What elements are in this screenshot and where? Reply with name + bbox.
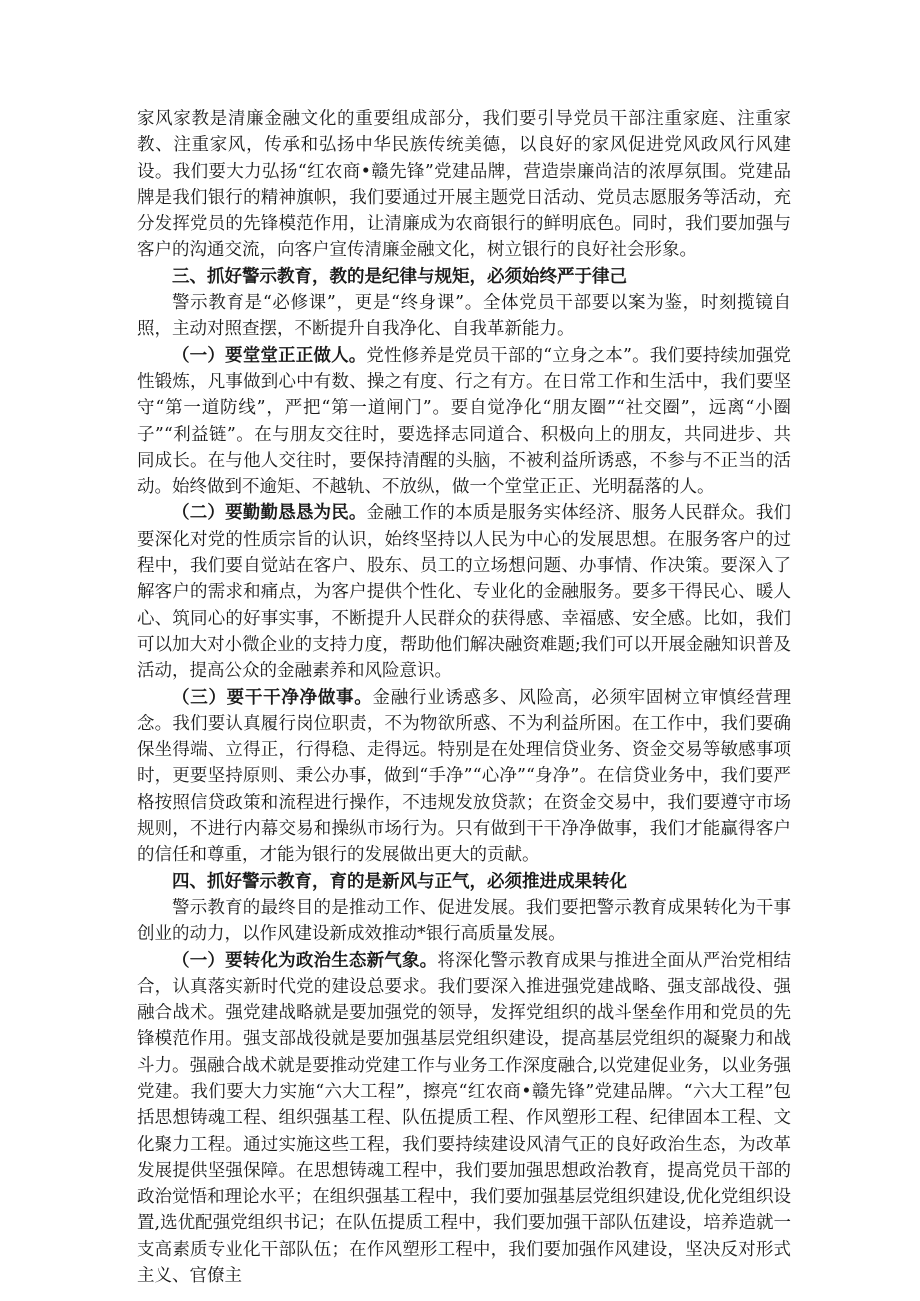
subheading-upright-person: （一）要堂堂正正做人。	[172, 345, 367, 366]
subheading-serve-people: （二）要勤勤恳恳为民。	[172, 503, 367, 524]
paragraph-body: 金融行业诱惑多、风险高，必须牢固树立审慎经营理念。我们要认真履行岗位职责，不为物欲所惑、不为利益所困。在工作中，我们要确保坐得端、立得正，行得稳、走得远。特别是在处理信贷业务、资金交易等敏感事项时，更要坚持原则、秉公办事，做到“手净”“心净”“身净”。在信贷业务中，我们要严格按照信贷政策和流程进行操作，不违规发放贷款；在资金交易中，我们要遵守市场规则，不进行内幕交易和操纵市场行为。只有做到干干净净做事，我们才能赢得客户的信任和尊重，才能为银行的发展做出更大的贡献。	[137, 687, 791, 866]
paragraph-body: 将深化警示教育成果与推进全面从严治党相结合，认真落实新时代党的建设总要求。我们要深入推进强党建战略、强支部战役、强融合战术。强党建战略就是要加强党的领导，发挥党组织的战斗堡垒作用和党员的先锋模范作用。强支部战役就是要加强基层党组织建设，提高基层党组织的凝聚力和战斗力。强融合战术就是要推动党建工作与业务工作深度融合,以党建促业务，以业务强党建。我们要大力实施“六大工程”，擦亮“红农商•赣先锋”党建品牌。“六大工程”包括思想铸魂工程、组织强基工程、队伍提质工程、作风塑形工程、纪律固本工程、文化聚力工程。通过实施这些工程，我们要持续建设风清气正的良好政治生态，为改革发展提供坚强保障。在思想铸魂工程中，我们要加强思想政治教育，提高党员干部的政治觉悟和理论水平；在组织强基工程中，我们要加强基层党组织建设,优化党组织设置,选优配强党组织书记；在队伍提质工程中，我们要加强干部队伍建设，培养造就一支高素质专业化干部队伍；在作风塑形工程中，我们要加强作风建设，坚决反对形式主义、官僚主	[137, 950, 792, 1287]
paragraph-body: 金融工作的本质是服务实体经济、服务人民群众。我们要深化对党的性质宗旨的认识，始终坚持以人民为中心的发展思想。在服务客户的过程中，我们要自觉站在客户、股东、员工的立场想问题、办事情、作决策。要深入了解客户的需求和痛点，为客户提供个性化、专业化的金融服务。要多干得民心、暖人心、筑同心的好事实事，不断提升人民群众的获得感、幸福感、安全感。比如，我们可以加大对小微企业的支持力度，帮助他们解决融资难题;我们可以开展金融知识普及活动，提高公众的金融素养和风险意识。	[137, 503, 792, 682]
paragraph-warning-intro: 警示教育是“必修课”，更是“终身课”。全体党员干部要以案为鉴，时刻揽镜自照，主动对照查摆，不断提升自我净化、自我革新能力。	[137, 293, 791, 340]
paragraph-family-culture: 家风家教是清廉金融文化的重要组成部分，我们要引导党员干部注重家庭、注重家教、注重家风，传承和弘扬中华民族传统美德，以良好的家风促进党风政风行风建设。我们要大力弘扬“红农商•赣先锋”党建品牌，营造崇廉尚洁的浓厚氛围。党建品牌是我们银行的精神旗帜，我们要通过开展主题党日活动、党员志愿服务等活动，充分发挥党员的先锋模范作用，让清廉成为农商银行的鲜明底色。同时，我们要加强与客户的沟通交流，向客户宣传清廉金融文化，树立银行的良好社会形象。	[137, 109, 791, 261]
paragraph-body: 党性修养是党员干部的“立身之本”。我们要持续加强党性锻炼，凡事做到心中有数、操之有度、行之有方。在日常工作和生活中，我们要坚守“第一道防线”，严把“第一道闸门”。要自觉净化“朋友圈”“社交圈”，远离“小圈子”“利益链”。在与朋友交往时，要选择志同道合、积极向上的朋友，共同进步、共同成长。在与他人交往时，要保持清醒的头脑，不被利益所诱惑，不参与不正当的活动。始终做到不逾矩、不越轨、不放纵，做一个堂堂正正、光明磊落的人。	[137, 345, 791, 498]
paragraph-results-intro: 警示教育的最终目的是推动工作、促进发展。我们要把警示教育成果转化为干事创业的动力，以作风建设新成效推动*银行高质量发展。	[137, 897, 791, 945]
paragraph-serve-people	[137, 500, 791, 684]
paragraph-clean-work	[137, 685, 791, 869]
subheading-clean-work: （三）要干干净净做事。	[172, 687, 373, 708]
paragraph-upright-person	[137, 343, 791, 501]
section-heading-three: 三、抓好警示教育，教的是纪律与规矩，必须始终严于律己	[172, 266, 627, 287]
subheading-political-ecology: （一）要转化为政治生态新气象。	[172, 950, 438, 971]
paragraph-political-ecology	[137, 948, 791, 1290]
section-heading-four: 四、抓好警示教育，育的是新风与正气，必须推进成果转化	[172, 871, 627, 892]
document-page	[137, 106, 791, 1289]
